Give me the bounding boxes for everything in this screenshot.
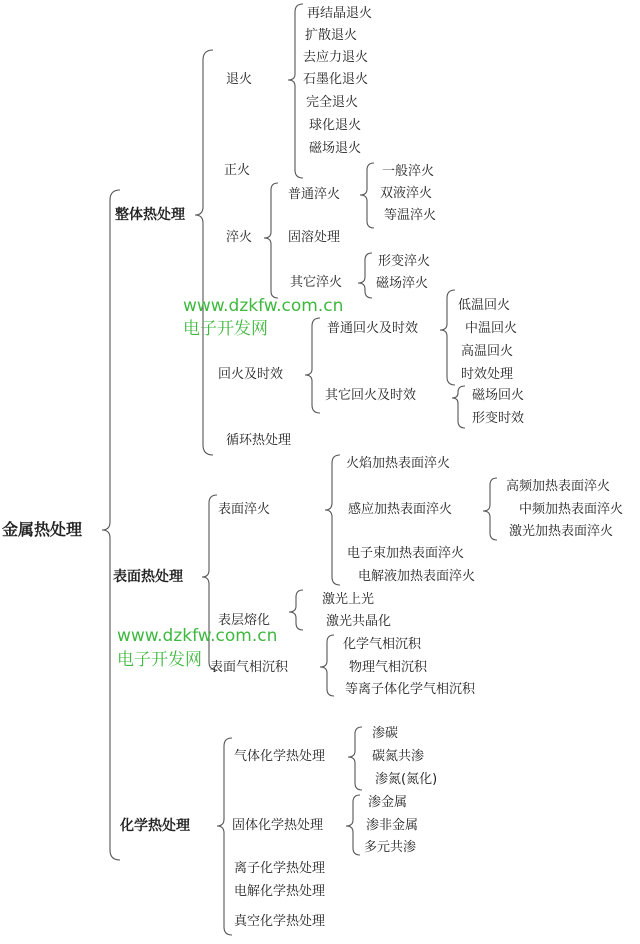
vapor-item: 物理气相沉积: [349, 660, 428, 675]
electrolytic-label: 电解化学热处理: [234, 884, 326, 899]
annealing-item: 去应力退火: [303, 50, 369, 65]
solid-brace: [346, 795, 360, 855]
induction-brace: [483, 478, 497, 540]
cyclic-label: 循环热处理: [226, 433, 292, 448]
induction-item: 激光加热表面淬火: [509, 524, 614, 539]
chemical-brace: [217, 738, 232, 935]
surface-label: 表面热处理: [113, 569, 183, 585]
annealing-brace: [288, 4, 303, 178]
overall-label: 整体热处理: [115, 207, 185, 223]
melting-item: 激光共晶化: [326, 614, 392, 629]
ordinary-quench-item: 双液淬火: [380, 186, 433, 201]
other-quench-item: 形变淬火: [378, 254, 431, 269]
flame-label: 火焰加热表面淬火: [346, 456, 451, 471]
gas-item: 碳氮共渗: [372, 749, 425, 764]
gas-item: 渗碳: [372, 726, 399, 741]
watermark-name: 电子开发网: [183, 319, 268, 339]
ordinary-quench-item: 一般淬火: [382, 164, 435, 179]
solid-item: 多元共渗: [364, 840, 417, 855]
ordinary-quench-brace: [360, 163, 374, 228]
other-temper-item: 形变时效: [472, 411, 525, 426]
gas-label: 气体化学热处理: [234, 749, 326, 764]
annealing-item: 石墨化退火: [303, 72, 369, 87]
solid-item: 渗金属: [368, 795, 408, 810]
ebeam-label: 电子束加热表面淬火: [347, 546, 465, 561]
surface-quench-brace: [325, 455, 340, 585]
watermark-url: www.dzkfw.com.cn: [117, 626, 278, 646]
induction-item: 高频加热表面淬火: [506, 479, 611, 494]
watermark-name: 电子开发网: [117, 650, 202, 670]
vapor-brace: [320, 635, 334, 696]
vapor-item: 等离子体化学气相沉积: [345, 682, 476, 697]
vapor-label: 表面气相沉积: [210, 660, 289, 675]
annealing-label: 退火: [226, 72, 253, 87]
ordinary-quench-item: 等温淬火: [384, 208, 437, 223]
solid-item: 渗非金属: [366, 818, 419, 833]
melting-item: 激光上光: [322, 592, 375, 607]
ordinary-temper-item: 低温回火: [458, 298, 511, 313]
chemical-label: 化学热处理: [120, 818, 190, 834]
other-quench-label: 其它淬火: [290, 275, 343, 290]
induction-item: 中频加热表面淬火: [519, 502, 624, 517]
root-label: 金属热处理: [2, 520, 83, 539]
ordinary-temper-label: 普通回火及时效: [327, 321, 419, 336]
electrolyte-label: 电解液加热表面淬火: [358, 569, 476, 584]
vacuum-label: 真空化学热处理: [234, 914, 326, 929]
quenching-label: 淬火: [226, 230, 253, 245]
quenching-brace: [264, 183, 278, 298]
other-quench-brace: [358, 253, 372, 298]
ordinary-temper-item: 时效处理: [461, 367, 514, 382]
gas-brace: [348, 727, 362, 790]
overall-brace: [195, 50, 213, 455]
other-temper-label: 其它回火及时效: [325, 388, 417, 403]
tempering-label: 回火及时效: [218, 367, 284, 382]
annealing-item: 完全退火: [306, 95, 359, 110]
ordinary-temper-brace: [440, 290, 455, 385]
tempering-brace: [305, 318, 320, 413]
melting-label: 表层熔化: [218, 613, 271, 628]
solid-label: 固体化学热处理: [232, 818, 324, 833]
ordinary-temper-item: 高温回火: [461, 344, 514, 359]
ordinary-temper-item: 中温回火: [465, 321, 518, 336]
other-temper-brace: [452, 386, 465, 428]
melting-brace: [289, 590, 303, 630]
annealing-item: 扩散退火: [305, 28, 358, 43]
solution-label: 固溶处理: [288, 230, 341, 245]
surface-quench-label: 表面淬火: [218, 502, 271, 517]
annealing-item: 再结晶退火: [307, 6, 373, 21]
root-brace: [102, 190, 120, 860]
annealing-item: 磁场退火: [309, 141, 362, 156]
ordinary-quench-label: 普通淬火: [288, 187, 341, 202]
vapor-item: 化学气相沉积: [343, 637, 422, 652]
ion-label: 离子化学热处理: [234, 861, 326, 876]
gas-item: 渗氮(氮化): [375, 772, 438, 787]
induction-label: 感应加热表面淬火: [348, 502, 453, 517]
annealing-item: 球化退火: [309, 118, 362, 133]
other-quench-item: 磁场淬火: [376, 276, 429, 291]
normalizing-label: 正火: [224, 163, 251, 178]
other-temper-item: 磁场回火: [472, 388, 525, 403]
watermark-url: www.dzkfw.com.cn: [183, 296, 344, 316]
